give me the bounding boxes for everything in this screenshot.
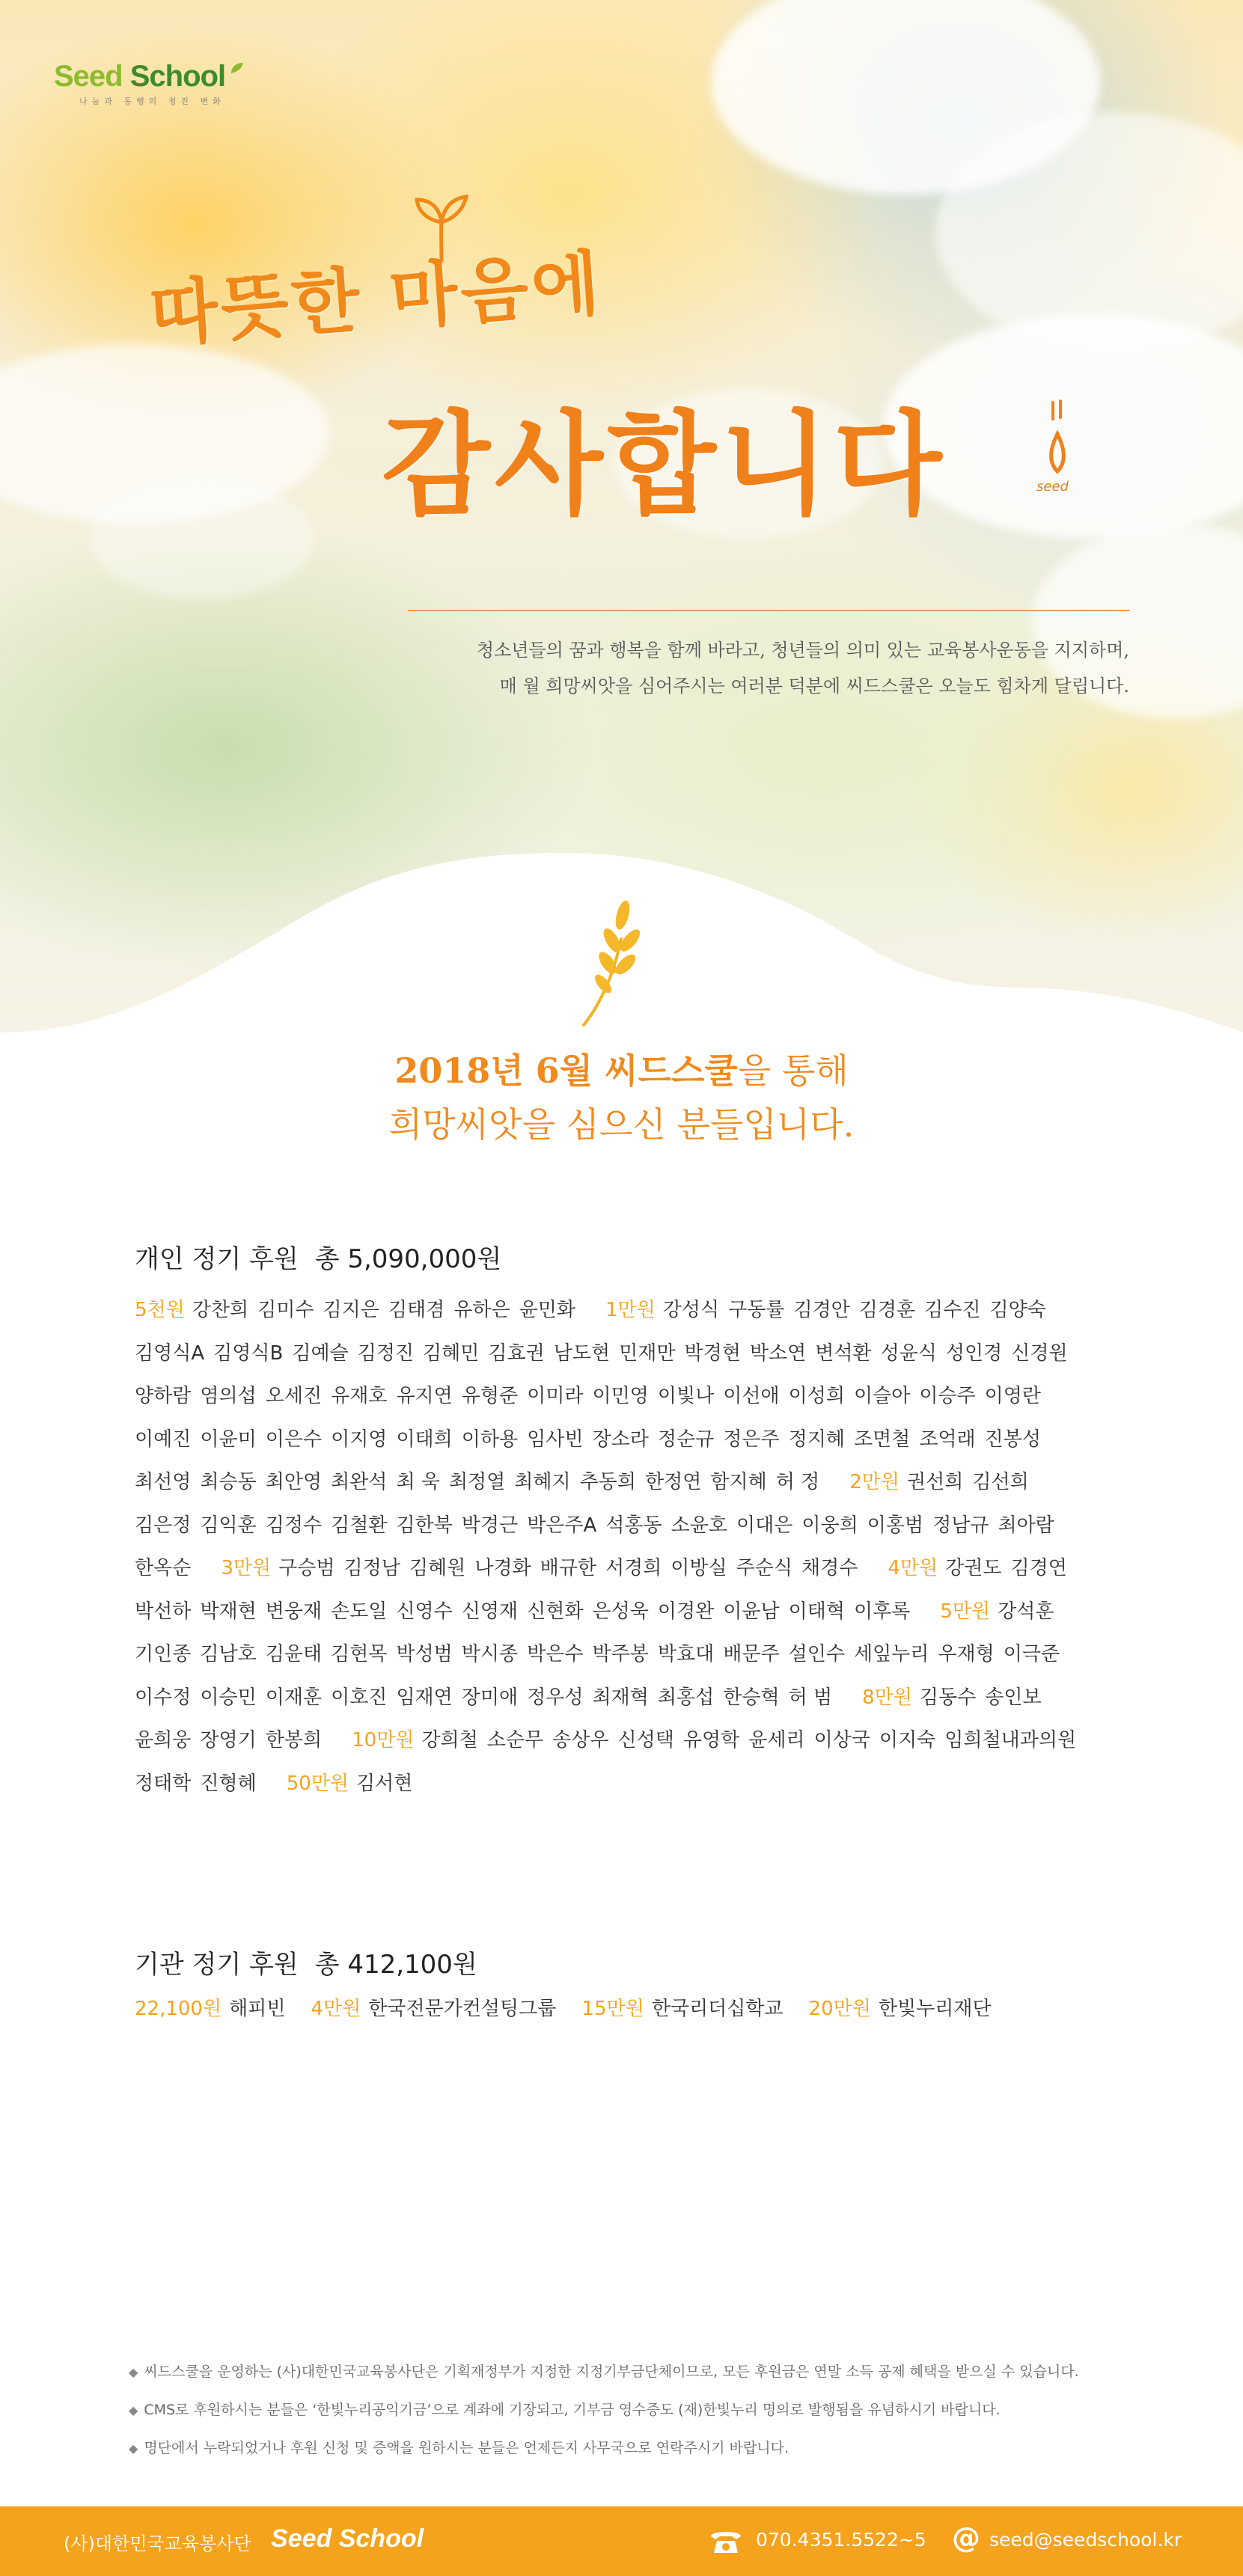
- donor-name: 임사빈: [527, 1428, 584, 1451]
- donor-name: 최승동: [200, 1471, 257, 1493]
- donor-name: 이상국: [813, 1729, 870, 1752]
- donor-name: 신영수: [396, 1600, 453, 1623]
- donor-name: 소윤호: [671, 1514, 728, 1537]
- note-text: 씨드스쿨을 운영하는 (사)대한민국교육봉사단은 기획재정부가 지정한 지정기부금단체이므로, 모든 후원금은 연말 소득 공제 혜택을 받으실 수 있습니다.: [144, 2364, 1079, 2380]
- donor-name: 세잎누리: [853, 1643, 929, 1665]
- donor-name: 박성범: [396, 1643, 453, 1665]
- donor-name: 이홍범: [867, 1514, 924, 1537]
- note-item: [129, 2429, 1079, 2468]
- notes-list: [129, 2353, 1079, 2468]
- donor-line: [135, 1419, 1130, 1462]
- donor-name: 김은정: [135, 1514, 192, 1537]
- organization-title: 기관 정기 후원: [135, 1950, 299, 1980]
- note-item: [129, 2391, 1079, 2429]
- note-item: [129, 2353, 1079, 2391]
- donor-name: 남도현: [553, 1341, 611, 1365]
- hero-title-line2: 감사합니다: [382, 400, 947, 530]
- donor-name: 설인수: [788, 1643, 845, 1665]
- donor-name: 이하용: [461, 1428, 519, 1451]
- donor-name: 이슬아: [853, 1385, 911, 1407]
- donor-name: 최재혁: [592, 1686, 649, 1709]
- donor-name: 강권도: [945, 1557, 1002, 1579]
- donor-name: 이윤미: [200, 1428, 257, 1451]
- donor-name: 민재만: [619, 1341, 676, 1365]
- donor-name: 은성욱: [592, 1600, 649, 1623]
- donor-name: 이예진: [135, 1428, 192, 1451]
- org-donor-name: 한국리더십학교: [651, 1998, 784, 2020]
- donor-name: 배문주: [723, 1643, 780, 1665]
- donor-group: [135, 1643, 1069, 1665]
- donor-name: 이윤남: [723, 1600, 780, 1623]
- organization-total: 총 412,100원: [314, 1950, 477, 1980]
- donor-name: 구승범: [278, 1557, 335, 1579]
- donor-name: 이극준: [1003, 1643, 1060, 1665]
- donor-name: 김영식B: [213, 1341, 284, 1365]
- donor-name: 이웅희: [801, 1514, 858, 1537]
- donor-name: 정순규: [657, 1428, 715, 1451]
- donor-line: [135, 1461, 1130, 1505]
- donor-name: 김혜원: [409, 1557, 466, 1579]
- donor-name: 송상우: [552, 1729, 609, 1752]
- donor-name: 이대은: [736, 1514, 793, 1537]
- donor-name: 변석환: [815, 1341, 872, 1365]
- donor-name: 김경훈: [858, 1299, 916, 1321]
- diamond-bullet-icon: ◆: [129, 2441, 138, 2456]
- individual-total: 총 5,090,000원: [314, 1244, 502, 1274]
- donor-group: [352, 1729, 1085, 1752]
- individual-donor-list: [135, 1289, 1130, 1805]
- donor-name: 정지혜: [788, 1428, 845, 1451]
- donor-name: 김남호: [200, 1643, 257, 1665]
- org-donor-name: 한국전문가컨설팅그룹: [368, 1998, 557, 2020]
- donor-line: [135, 1375, 1130, 1419]
- donor-line: [135, 1333, 1130, 1376]
- donation-amount: 50만원: [286, 1772, 349, 1795]
- donor-name: 이민영: [592, 1385, 649, 1407]
- donor-name: 이태희: [396, 1428, 453, 1451]
- logo-school-text: School: [129, 60, 226, 93]
- donor-name: 구동률: [728, 1299, 785, 1321]
- donor-name: 양하람: [135, 1385, 192, 1407]
- donor-line: [135, 1633, 1130, 1677]
- donor-group: [862, 1686, 1051, 1709]
- donor-group: [135, 1686, 841, 1709]
- donor-name: 최아람: [998, 1514, 1054, 1537]
- donor-line: [135, 1505, 1130, 1548]
- donor-name: 박은주A: [527, 1514, 597, 1537]
- wheat-icon: [569, 894, 651, 1029]
- donor-name: 성윤식: [880, 1341, 937, 1365]
- donor-name: 김동수: [919, 1686, 977, 1709]
- logo-seed-text: Seed: [54, 60, 123, 93]
- donor-name: 윤희웅: [135, 1729, 192, 1752]
- donation-amount: 4만원: [311, 1998, 361, 2020]
- donor-name: 이승주: [919, 1385, 976, 1407]
- donor-name: 한옥순: [135, 1557, 192, 1579]
- donor-name: 진형혜: [200, 1772, 257, 1795]
- donor-name: 송인보: [985, 1686, 1042, 1709]
- donor-name: 박소연: [749, 1341, 807, 1365]
- donor-name: 장영기: [200, 1729, 257, 1752]
- donor-name: 유영학: [682, 1729, 740, 1752]
- donor-name: 윤세리: [748, 1729, 805, 1752]
- donor-name: 손도일: [331, 1600, 388, 1623]
- donor-name: 신영재: [461, 1600, 519, 1623]
- donor-name: 강성식: [662, 1299, 720, 1321]
- donor-name: 유지연: [396, 1385, 453, 1407]
- donor-name: 허 범: [788, 1686, 833, 1709]
- donor-name: 김정남: [343, 1557, 400, 1579]
- donor-name: 한봉희: [265, 1729, 323, 1752]
- donor-name: 김지은: [323, 1299, 379, 1321]
- donation-amount: 8만원: [862, 1686, 912, 1709]
- footer: [0, 2506, 1243, 2576]
- donor-name: 김효권: [488, 1341, 545, 1365]
- headline-bold: 2018년 6월 씨드스쿨: [394, 1050, 738, 1091]
- donor-name: 함지혜: [710, 1471, 767, 1493]
- donor-line: [135, 1677, 1130, 1720]
- donor-group: [135, 1772, 266, 1795]
- donor-name: 김현목: [331, 1643, 388, 1665]
- donor-name: 박선하: [135, 1600, 192, 1623]
- donor-group: [888, 1557, 1076, 1579]
- donor-line: [135, 1547, 1130, 1591]
- donor-name: 이빛나: [657, 1385, 715, 1407]
- sprout-icon: [228, 60, 245, 76]
- donor-group: [135, 1385, 1050, 1407]
- donor-name: 박경현: [684, 1341, 741, 1365]
- individual-title: 개인 정기 후원: [135, 1244, 299, 1274]
- donor-line: [135, 1763, 1130, 1806]
- donor-name: 정태학: [135, 1772, 192, 1795]
- donor-name: 장미애: [461, 1686, 519, 1709]
- donor-name: 정남규: [932, 1514, 989, 1537]
- donor-name: 김한북: [396, 1514, 453, 1537]
- donor-name: 박재현: [200, 1600, 257, 1623]
- donor-name: 이영란: [984, 1385, 1042, 1407]
- donor-name: 김태겸: [388, 1299, 445, 1321]
- donor-name: 최안영: [265, 1471, 323, 1493]
- hero-title-line1: 따뜻한 마음에: [147, 242, 605, 356]
- donor-name: 이수정: [135, 1686, 192, 1709]
- organization-donor-list: [135, 1994, 1017, 2024]
- donor-name: 김예슬: [292, 1341, 349, 1365]
- donor-name: 김수진: [924, 1299, 981, 1321]
- donor-name: 이미라: [527, 1385, 584, 1407]
- donation-amount: 15만원: [581, 1998, 644, 2020]
- donor-name: 김영식A: [135, 1341, 205, 1365]
- donor-name: 최 욱: [396, 1471, 440, 1493]
- donor-name: 한승혁: [723, 1686, 780, 1709]
- donor-name: 이재훈: [265, 1686, 323, 1709]
- donor-name: 박효대: [657, 1643, 715, 1665]
- footer-org-name: (사)대한민국교육봉사단: [64, 2533, 251, 2554]
- donor-name: 최정열: [448, 1471, 506, 1493]
- donor-name: 김철환: [331, 1514, 388, 1537]
- donor-name: 이방실: [671, 1557, 727, 1579]
- note-text: CMS로 후원하시는 분들은 ‘한빛누리공익기금’으로 계좌에 기장되고, 기부금 영수증도 (재)한빛누리 명의로 발행됨을 유념하시기 바랍니다.: [144, 2402, 1001, 2418]
- donor-name: 허 정: [775, 1471, 820, 1493]
- footer-phone[interactable]: 070.4351.5522~5: [756, 2529, 926, 2551]
- donor-name: 강희철: [421, 1729, 478, 1752]
- donor-name: 추동희: [579, 1471, 637, 1493]
- donor-group: [221, 1557, 867, 1579]
- org-donor-group: [135, 1998, 285, 2020]
- donor-name: 신현화: [527, 1600, 584, 1623]
- donor-name: 유하은: [453, 1299, 510, 1321]
- donor-name: 이선애: [723, 1385, 780, 1407]
- donor-group: [135, 1342, 1077, 1365]
- donor-name: 김미수: [257, 1299, 314, 1321]
- donor-group: [135, 1299, 584, 1321]
- donor-name: 염의섭: [200, 1385, 257, 1407]
- diamond-bullet-icon: ◆: [129, 2403, 138, 2417]
- donor-group: [135, 1471, 828, 1493]
- donor-name: 소순무: [486, 1729, 544, 1752]
- seedschool-logo[interactable]: [54, 60, 245, 107]
- donor-name: 이경완: [657, 1600, 715, 1623]
- donor-name: 나경화: [474, 1557, 531, 1579]
- headline-rest: 을 통해: [737, 1050, 849, 1091]
- donor-name: 강석훈: [998, 1600, 1054, 1623]
- hero-message-line1: 청소년들의 꿈과 행복을 함께 바라고, 청년들의 의미 있는 교육봉사운동을 지지하며,: [476, 640, 1129, 661]
- hero-banner: [0, 0, 1243, 1040]
- donor-group: [135, 1514, 1063, 1537]
- donor-name: 이호진: [331, 1686, 388, 1709]
- donor-group: [135, 1428, 1050, 1451]
- donation-amount: 3만원: [221, 1557, 272, 1579]
- donor-name: 이지영: [331, 1428, 388, 1451]
- donor-name: 최홍섭: [657, 1686, 715, 1709]
- donor-name: 윤민화: [519, 1299, 575, 1321]
- donation-amount: 4만원: [888, 1557, 938, 1579]
- donor-name: 기인종: [135, 1643, 192, 1665]
- donor-name: 최선영: [135, 1471, 192, 1493]
- donor-name: 우재형: [938, 1643, 995, 1665]
- donor-name: 정은주: [723, 1428, 780, 1451]
- donor-line: [135, 1591, 1130, 1634]
- footer-logo[interactable]: Seed School: [271, 2524, 424, 2553]
- donor-name: 이승민: [200, 1686, 257, 1709]
- logo-tagline: 나눔과 동행의 청진 변화: [79, 97, 225, 106]
- hero-divider: [408, 610, 1130, 611]
- individual-section-title: [135, 1238, 501, 1275]
- donor-name: 배규한: [540, 1557, 596, 1579]
- donor-name: 이지숙: [879, 1729, 936, 1752]
- donor-name: 장소라: [592, 1428, 649, 1451]
- headline: [0, 1044, 1243, 1151]
- donor-name: 조면철: [853, 1428, 911, 1451]
- donor-name: 박경근: [461, 1514, 519, 1537]
- donor-line: [135, 1719, 1130, 1763]
- donor-name: 최혜지: [514, 1471, 571, 1493]
- donor-name: 한정연: [645, 1471, 702, 1493]
- donor-name: 임희철내과의원: [944, 1729, 1077, 1752]
- donor-name: 김혜민: [423, 1341, 480, 1365]
- donor-name: 박은수: [527, 1643, 584, 1665]
- org-donor-name: 한빛누리재단: [878, 1998, 992, 2020]
- donation-amount: 22,100원: [135, 1998, 222, 2020]
- donor-name: 신경원: [1011, 1341, 1068, 1365]
- donation-amount: 10만원: [352, 1729, 415, 1752]
- seed-mark-label: seed: [1036, 479, 1069, 495]
- organization-section-title: [135, 1944, 477, 1980]
- donor-group: [940, 1600, 1063, 1623]
- donor-name: 임재연: [396, 1686, 453, 1709]
- note-text: 명단에서 누락되었거나 후원 신청 및 증액을 원하시는 분들은 언제든지 사무국으로 연락주시기 바랍니다.: [144, 2440, 790, 2456]
- donor-group: [135, 1600, 919, 1623]
- donor-name: 김양숙: [989, 1299, 1046, 1321]
- donor-name: 오세진: [265, 1385, 323, 1407]
- donor-group: [849, 1471, 1038, 1493]
- diamond-bullet-icon: ◆: [129, 2365, 138, 2379]
- donor-name: 김선희: [972, 1471, 1029, 1493]
- donor-name: 김익훈: [200, 1514, 257, 1537]
- donation-amount: 2만원: [849, 1471, 900, 1493]
- donor-name: 유재호: [331, 1385, 388, 1407]
- donor-name: 김윤태: [265, 1643, 323, 1665]
- footer-email[interactable]: seed@seedschool.kr: [989, 2529, 1182, 2551]
- donation-amount: 5만원: [940, 1600, 991, 1623]
- donor-name: 강찬희: [192, 1299, 249, 1321]
- hero-message: [477, 632, 1129, 704]
- org-donor-group: [809, 1998, 992, 2020]
- donor-name: 권선희: [907, 1471, 964, 1493]
- donor-name: 성인경: [945, 1341, 1003, 1365]
- donor-name: 이성희: [788, 1385, 845, 1407]
- donation-amount: 1만원: [605, 1299, 656, 1321]
- donor-name: 채경수: [801, 1557, 858, 1579]
- donor-group: [287, 1772, 422, 1795]
- donor-name: 석홍동: [605, 1514, 662, 1537]
- org-donor-group: [311, 1998, 556, 2020]
- donor-name: 서경희: [605, 1557, 662, 1579]
- donor-name: 신성택: [617, 1729, 674, 1752]
- donation-amount: 5천원: [135, 1299, 185, 1321]
- phone-icon: [708, 2526, 744, 2556]
- donor-name: 김정진: [357, 1341, 415, 1365]
- donor-name: 김경안: [793, 1299, 850, 1321]
- donor-name: 주순식: [736, 1557, 793, 1579]
- donor-group: [135, 1557, 200, 1579]
- headline-line2: 희망씨앗을 심으신 분들입니다.: [388, 1104, 855, 1145]
- donor-name: 변웅재: [265, 1600, 323, 1623]
- donor-name: 박시종: [461, 1643, 519, 1665]
- org-donor-group: [581, 1998, 783, 2020]
- donor-name: 김정수: [265, 1514, 323, 1537]
- donor-name: 김서현: [356, 1772, 413, 1795]
- donor-name: 이은수: [265, 1428, 323, 1451]
- donor-name: 조억래: [919, 1428, 976, 1451]
- donation-amount: 20만원: [808, 1998, 871, 2020]
- donor-name: 김경연: [1010, 1557, 1067, 1579]
- donor-name: 정우성: [527, 1686, 584, 1709]
- donor-name: 유형준: [461, 1385, 519, 1407]
- donor-name: 진봉성: [984, 1428, 1042, 1451]
- donor-name: 이태혁: [788, 1600, 845, 1623]
- seed-drop-icon: [1044, 397, 1074, 479]
- donor-name: 이후록: [853, 1600, 911, 1623]
- donor-line: [135, 1289, 1130, 1333]
- donor-group: [605, 1299, 1055, 1321]
- donor-name: 박주봉: [592, 1643, 649, 1665]
- hero-message-line2: 매 월 희망씨앗을 심어주시는 여러분 덕분에 씨드스쿨은 오늘도 힘차게 달립니다.: [499, 676, 1129, 697]
- org-donor-name: 해피빈: [229, 1998, 286, 2020]
- donor-group: [135, 1729, 331, 1752]
- donor-name: 최완석: [331, 1471, 388, 1493]
- email-at-icon: @: [952, 2521, 980, 2554]
